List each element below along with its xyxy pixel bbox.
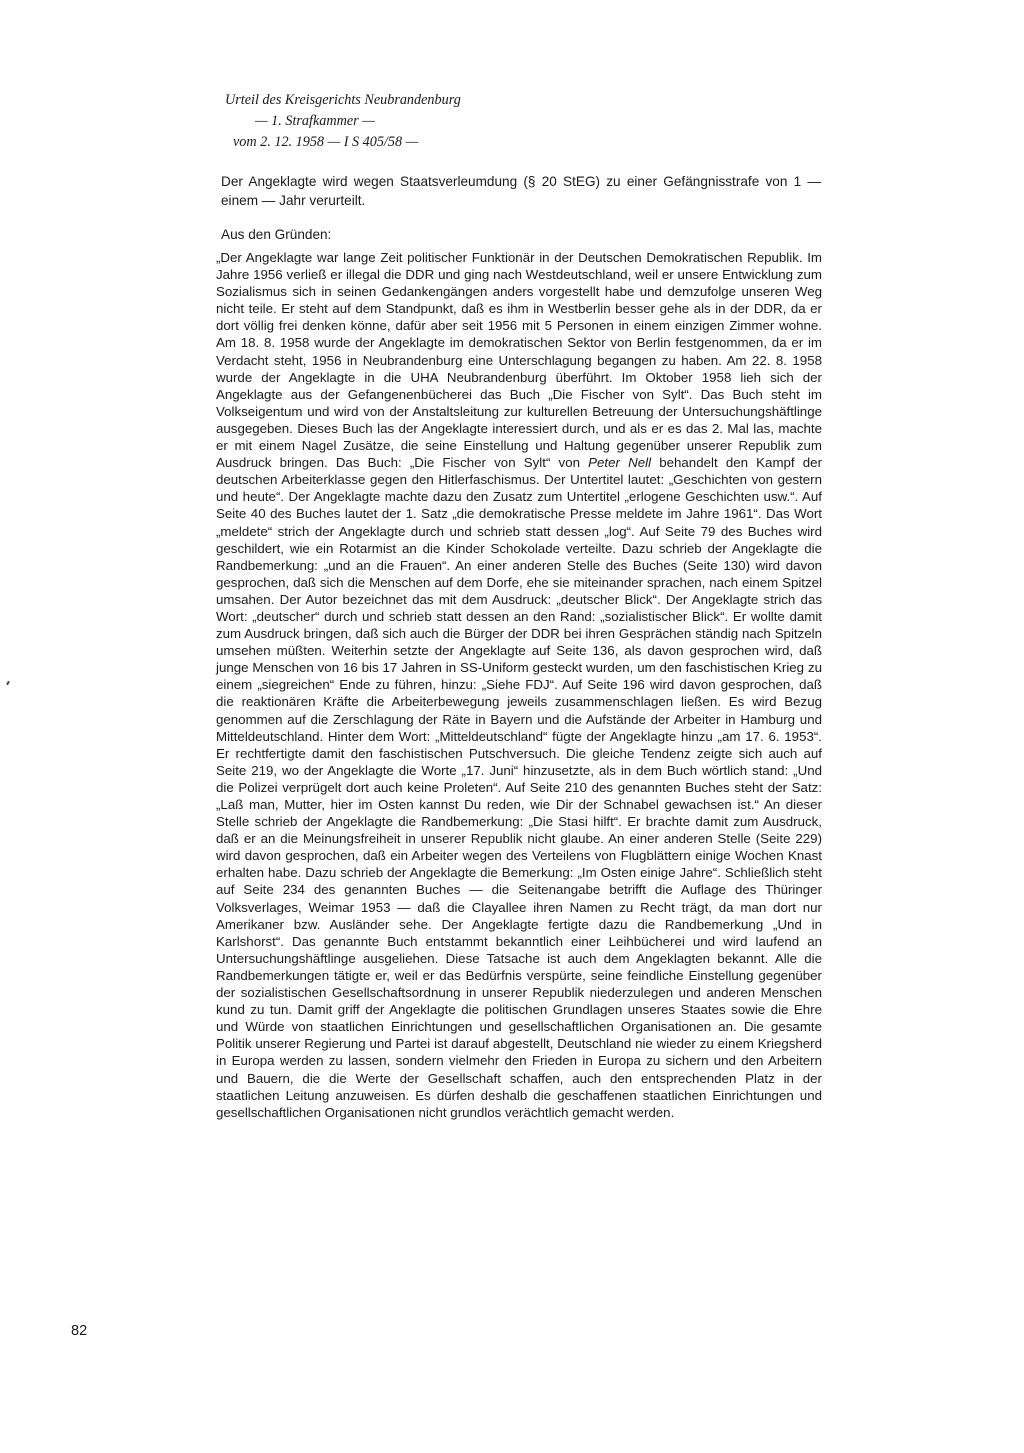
- grounds-text-part-2: behandelt den Kampf der deutschen Arbeiterklasse gegen den Hitlerfaschismus. Der Untertitel lautet: „Geschichten von gestern und heute“. Der Angeklagte machte dazu den Zusatz zum Untertitel „erlogene Geschichten usw.“. Auf Seite 40 des Buches lautet der 1. Satz „die demokratische Presse meldete im Jahre 1961“. Das Wort „meldete“ strich der Angeklagte durch und schrieb statt dessen „log“. Auf Seite 79 des Buches wird geschildert, wie ein Rotarmist an die Kinder Schokolade verteilte. Dazu schrieb der Angeklagte die Randbemerkung: „und an die Frauen“. An einer anderen Stelle des Buches (Seite 130) wird davon gesprochen, daß sich die Menschen auf dem Dorfe, ehe sie miteinander sprachen, nach einem Spitzel umsahen. Der Autor bezeichnet das mit dem Ausdruck: „deutscher Blick“. Der Angeklagte strich das Wort: „deutscher“ durch und schrieb statt dessen an den Rand: „sozialistischer Blick“. Er wollte damit zum Ausdruck bringen, daß sich auch die Bürger der DDR bei ihren Gesprächen ständig nach Spitzeln umsehen müßten. Weiterhin setzte der Angeklagte auf Seite 136, als davon gesprochen wird, daß junge Menschen von 16 bis 17 Jahren in SS-Uniform gesteckt wurden, um den faschistischen Krieg zu einem „siegreichen“ Ende zu führen, hinzu: „Siehe FDJ“. Auf Seite 196 wird davon gesprochen, daß die reaktionären Kräfte die Arbeiterbewegung jeweils zusammenschlagen ließen. Es wird Bezug genommen auf die Zerschlagung der Räte in Bayern und die Aufstände der Arbeiter in Hamburg und Mitteldeutschland. Hinter dem Wort: „Mitteldeutschland“ fügte der Angeklagte hinzu „am 17. 6. 1953“. Er rechtfertigte damit den faschistischen Putschversuch. Die gleiche Tendenz zeigte sich auch auf Seite 219, wo der Angeklagte die Worte „17. Juni“ hinzusetzte, als in dem Buch wörtlich stand: „Und die Polizei verprügelt dort auch keine Proleten“. Auf Seite 210 des genannten Buches steht der Satz: „Laß man, Mutter, hier im Osten kannst Du reden, wie Dir der Schnabel gewachsen ist.“ An dieser Stelle schrieb der Angeklagte die Randbemerkung: „Die Stasi hilft“. Er brachte damit zum Ausdruck, daß er an die Meinungsfreiheit in unserer Republik nicht glaube. An einer anderen Stelle (Seite 229) wird davon gesprochen, daß ein Arbeiter wegen des Verteilens von Flugblättern einige Wochen Knast erhalten habe. Dazu schrieb der Angeklagte die Bemerkung: „Im Osten einige Jahre“. Schließlich steht auf Seite 234 des genannten Buches — die Seitenangabe betrifft die Auflage des Thüringer Volksverlages, Weimar 1953 — daß die Clayallee ihren Namen zu Recht trägt, da man dort nur Amerikaner bzw. Ausländer sehe. Der Angeklagte fertigte dazu die Randbemerkung „Und in Karlshorst“. Das genannte Buch entstammt bekanntlich einer Leihbücherei und wird laufend an Untersuchungshäftlinge ausgeliehen. Diese Tatsache ist auch dem Angeklagten bekannt. Alle die Randbemerkungen tätigte er, weil er das Bedürfnis verspürte, seine feindliche Einstellung gegenüber der sozialistischen Gesellschaftsordnung in unserer Republik niederzulegen und anderen Menschen kund zu tun. Damit griff der Angeklagte die politischen Grundlagen unseres Staates sowie die Ehre und Würde von staatlichen Einrichtungen und gesellschaftlichen Organisationen an. Die gesamte Politik unserer Regierung und Partei ist darauf abgestellt, Deutschland nie wieder zu einem Kriegsherd in Europa werden zu lassen, sondern vielmehr den Frieden in Europa zu sichern und den Arbeitern und Bauern, die die Werte der Gesellschaft schaffen, auch den entsprechenden Platz in der staatlichen Leitung anzuweisen. Es dürfen deshalb die geschaffenen staatlichen Einrichtungen und gesellschaftlichen Organisationen nicht grundlos verächtlich gemacht werden.: [216, 455, 823, 1120]
- judgment-summary: Der Angeklagte wird wegen Staatsverleumdung (§ 20 StEG) zu einer Gefängnisstrafe von 1 — einem — Jahr verurteilt.: [221, 174, 821, 208]
- grounds-body: [216, 249, 822, 1121]
- judgment-heading: [225, 90, 825, 153]
- judgment-date-reference: vom 2. 12. 1958 — I S 405/58 —: [233, 134, 419, 150]
- grounds-title: Aus den Gründen:: [221, 227, 332, 242]
- grounds-text-part-1: „Der Angeklagte war lange Zeit politischer Funktionär in der Deutschen Demokratischen Republik. Im Jahre 1956 verließ er illegal die DDR und ging nach Westdeutschland, weil er unsere Entwicklung zum Sozialismus sich in seinen Gedankengängen anders vorgestellt habe und demzufolge unseren Weg nicht teile. Er steht auf dem Standpunkt, daß es ihm in Westberlin besser gehe als in der DDR, da er dort völlig frei denken könne, dafür aber seit 1956 mit 5 Personen in einem einzigen Zimmer wohne. Am 18. 8. 1958 wurde der Angeklagte im demokratischen Sektor von Berlin festgenommen, da er im Verdacht steht, 1956 in Neubrandenburg eine Unterschlagung begangen zu haben. Am 22. 8. 1958 wurde der Angeklagte in die UHA Neubrandenburg überführt. Im Oktober 1958 lieh sich der Angeklagte aus der Gefangenenbücherei das Buch „Die Fischer von Sylt“. Das Buch steht im Volkseigentum und wird von der Anstaltsleitung zur kulturellen Betreuung der Untersuchungshäftlinge ausgegeben. Dieses Buch las der Angeklagte interessiert durch, und als er es das 2. Mal las, machte er mit einem Nagel Zusätze, die seine Einstellung und Haltung gegenüber unserer Republik zum Ausdruck bringen. Das Buch: „Die Fischer von Sylt“ von: [216, 250, 822, 471]
- book-author: Peter Nell: [588, 455, 652, 471]
- page-number: 82: [71, 1323, 88, 1339]
- chamber-name: — 1. Strafkammer —: [255, 113, 375, 129]
- court-name: Urteil des Kreisgerichts Neubrandenburg: [225, 92, 461, 108]
- scan-speck: [6, 681, 10, 685]
